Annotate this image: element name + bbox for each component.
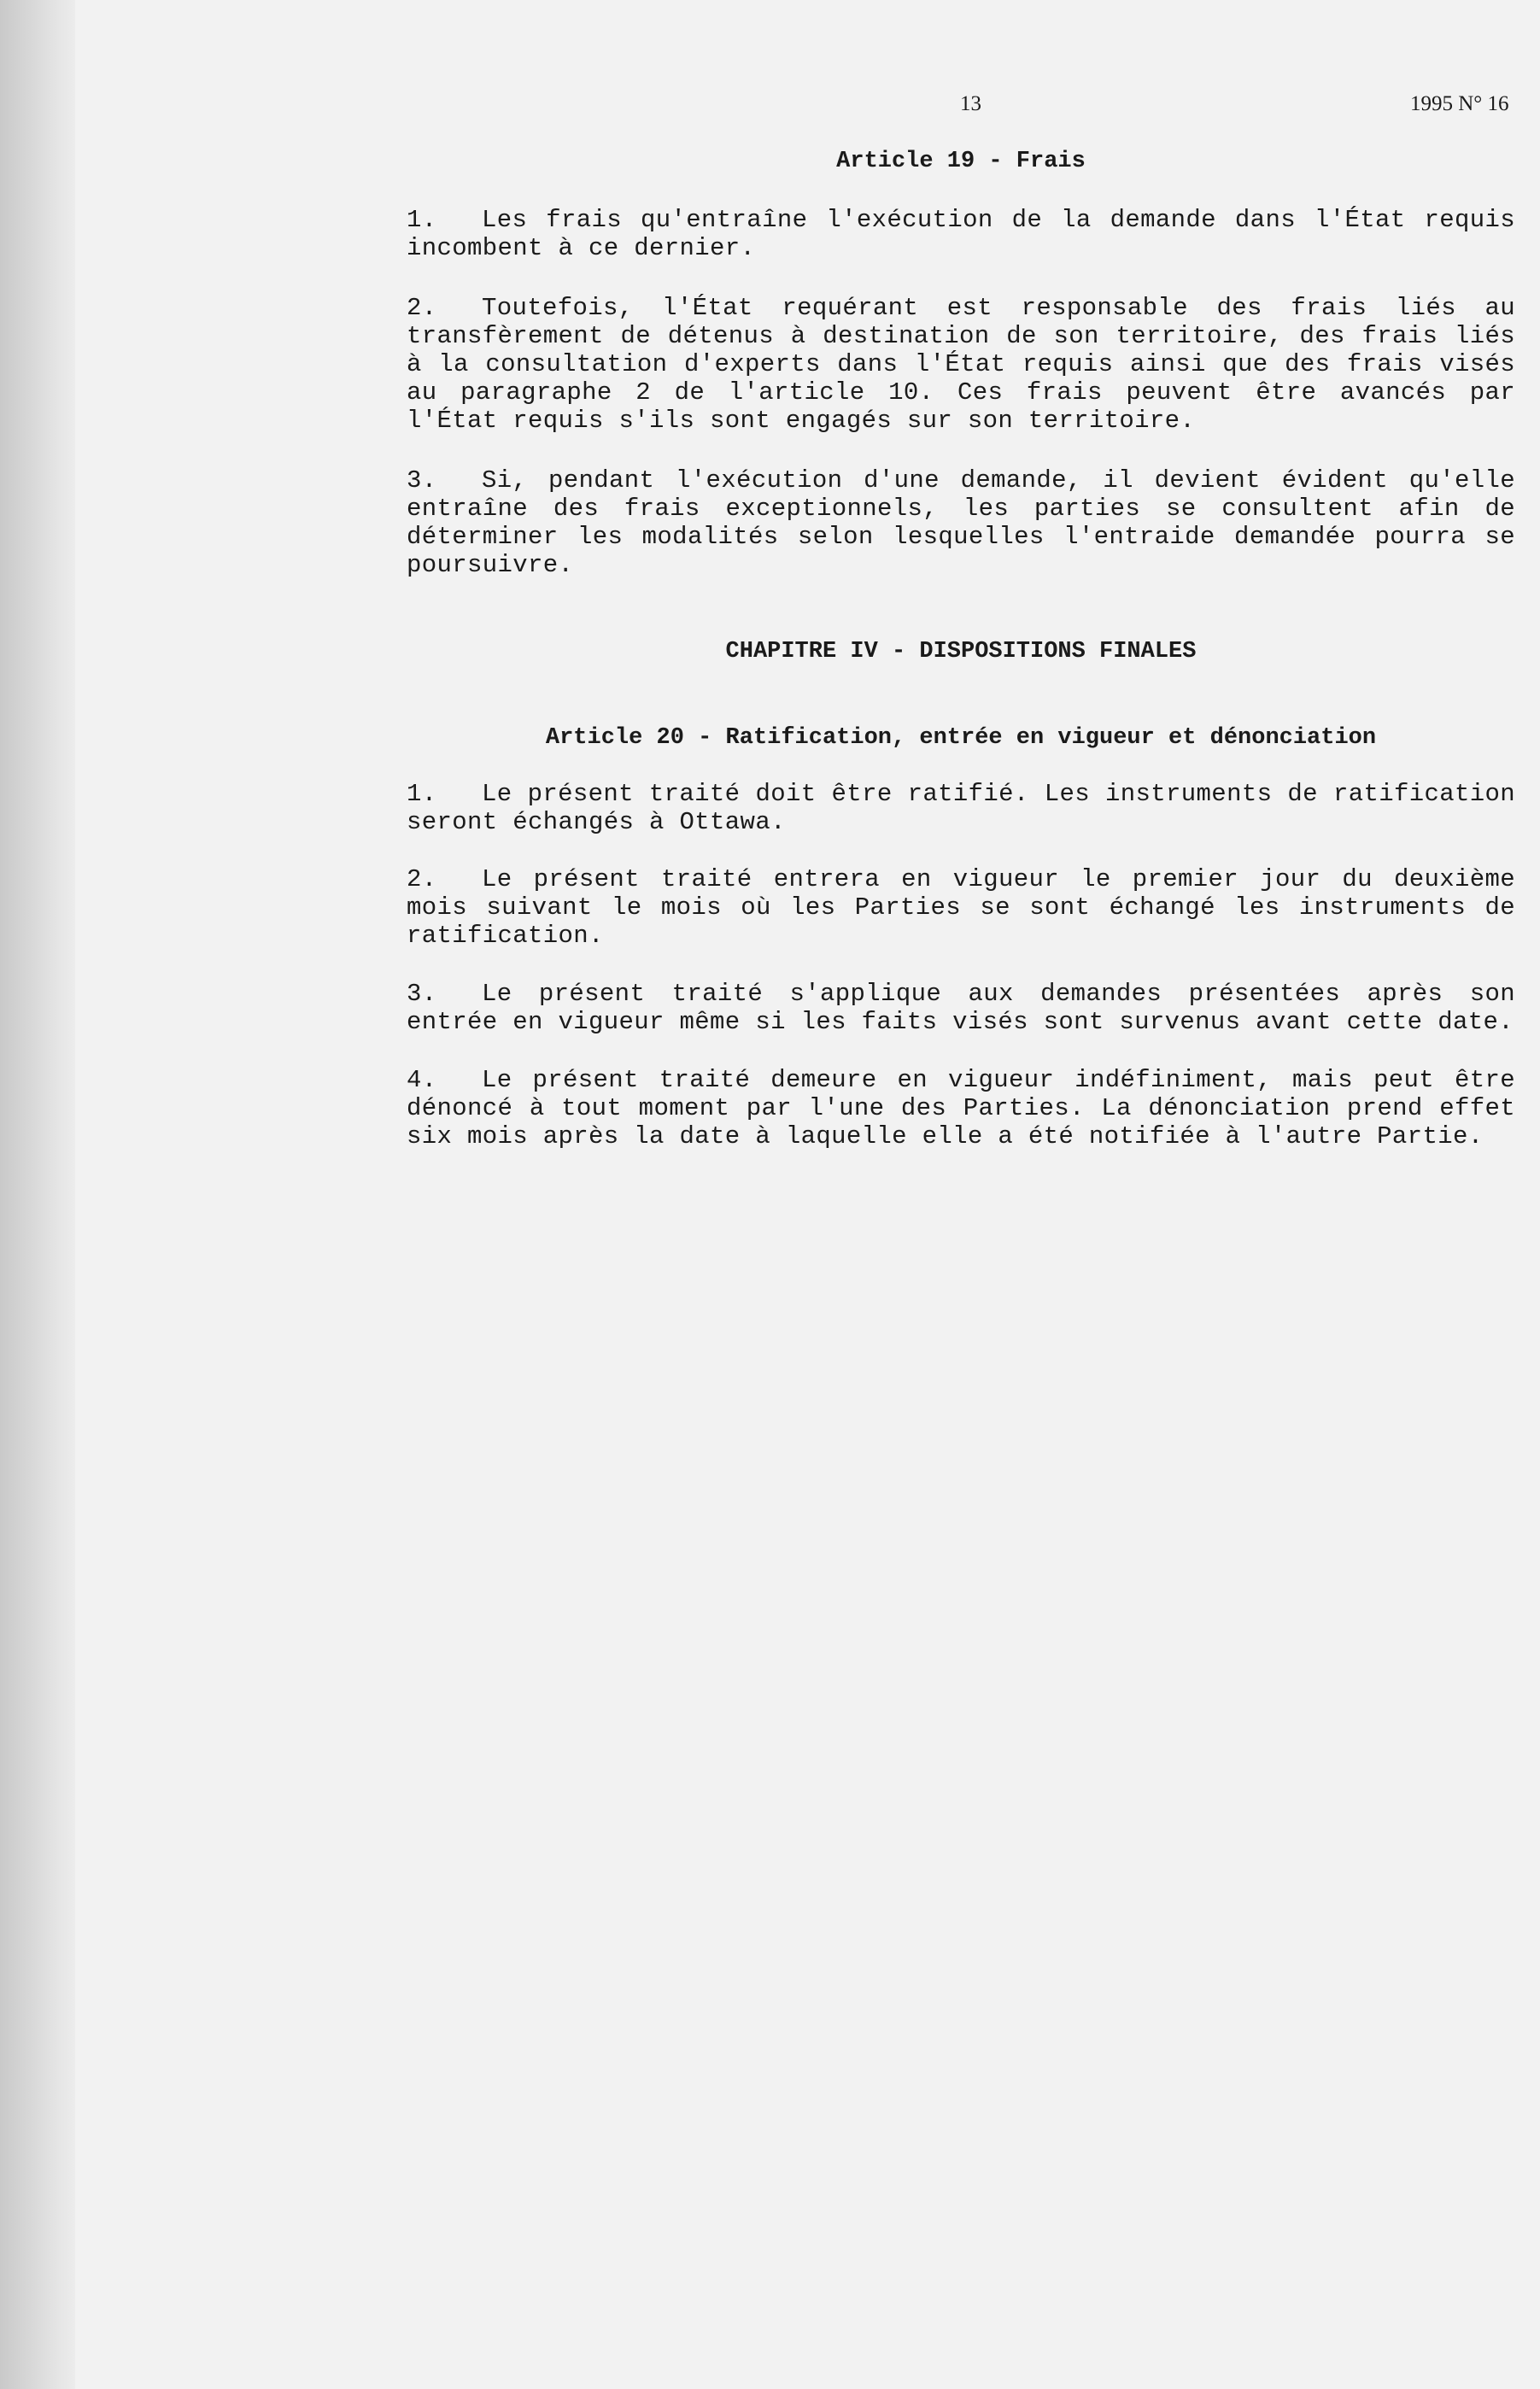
- paragraph-text: Le présent traité entrera en vigueur le premier jour du deuxième mois suivant le mois où les Parties se sont échangé les instruments de ratification.: [407, 865, 1515, 950]
- paragraph-number: 1.: [407, 206, 437, 234]
- paragraph-text: Le présent traité s'applique aux demandes présentées après son entrée en vigueur même si les faits visés sont survenus avant cette date.: [407, 980, 1515, 1036]
- article-20-paragraph: [407, 980, 1515, 1036]
- article-20-heading: Article 20 - Ratification, entrée en vigueur et dénonciation: [545, 725, 1377, 751]
- article-20-paragraph: [407, 780, 1515, 836]
- article-19-paragraph: [407, 294, 1515, 435]
- document-page: [75, 0, 1540, 2389]
- paragraph-text: Si, pendant l'exécution d'une demande, il devient évident qu'elle entraîne des frais exceptionnels, les parties se consultent afin de déterminer les modalités selon lesquelles l'entraide demandée pourra se poursuivre.: [407, 466, 1515, 579]
- article-19-paragraph: [407, 206, 1515, 262]
- chapter-heading: CHAPITRE IV - DISPOSITIONS FINALES: [725, 639, 1197, 665]
- paragraph-text: Les frais qu'entraîne l'exécution de la demande dans l'État requis incombent à ce dernier.: [407, 206, 1515, 262]
- paragraph-number: 2.: [407, 294, 437, 322]
- article-19-heading: Article 19 - Frais: [836, 149, 1086, 174]
- article-20-paragraph: [407, 865, 1515, 950]
- paragraph-number: 4.: [407, 1066, 437, 1094]
- document-reference: 1995 N° 16: [1410, 92, 1509, 115]
- page-number: 13: [960, 92, 981, 115]
- paragraph-number: 1.: [407, 780, 437, 808]
- paragraph-number: 3.: [407, 466, 437, 495]
- binding-gutter: [0, 0, 75, 2389]
- paragraph-text: Le présent traité doit être ratifié. Les instruments de ratification seront échangés à Ottawa.: [407, 780, 1515, 836]
- paragraph-text: Toutefois, l'État requérant est responsable des frais liés au transfèrement de détenus à destination de son territoire, des frais liés à la consultation d'experts dans l'État requis ainsi que des frais visés au paragraphe 2 de l'article 10. Ces frais peuvent être avancés par l'État requis s'ils sont engagés sur son territoire.: [407, 294, 1515, 435]
- article-20-paragraph: [407, 1066, 1515, 1151]
- document-body: [407, 147, 1515, 1151]
- article-19-paragraph: [407, 466, 1515, 579]
- paragraph-text: Le présent traité demeure en vigueur indéfiniment, mais peut être dénoncé à tout moment par l'une des Parties. La dénonciation prend effet six mois après la date à laquelle elle a été notifiée à l'autre Partie.: [407, 1066, 1515, 1151]
- paragraph-number: 3.: [407, 980, 437, 1008]
- paragraph-number: 2.: [407, 865, 437, 893]
